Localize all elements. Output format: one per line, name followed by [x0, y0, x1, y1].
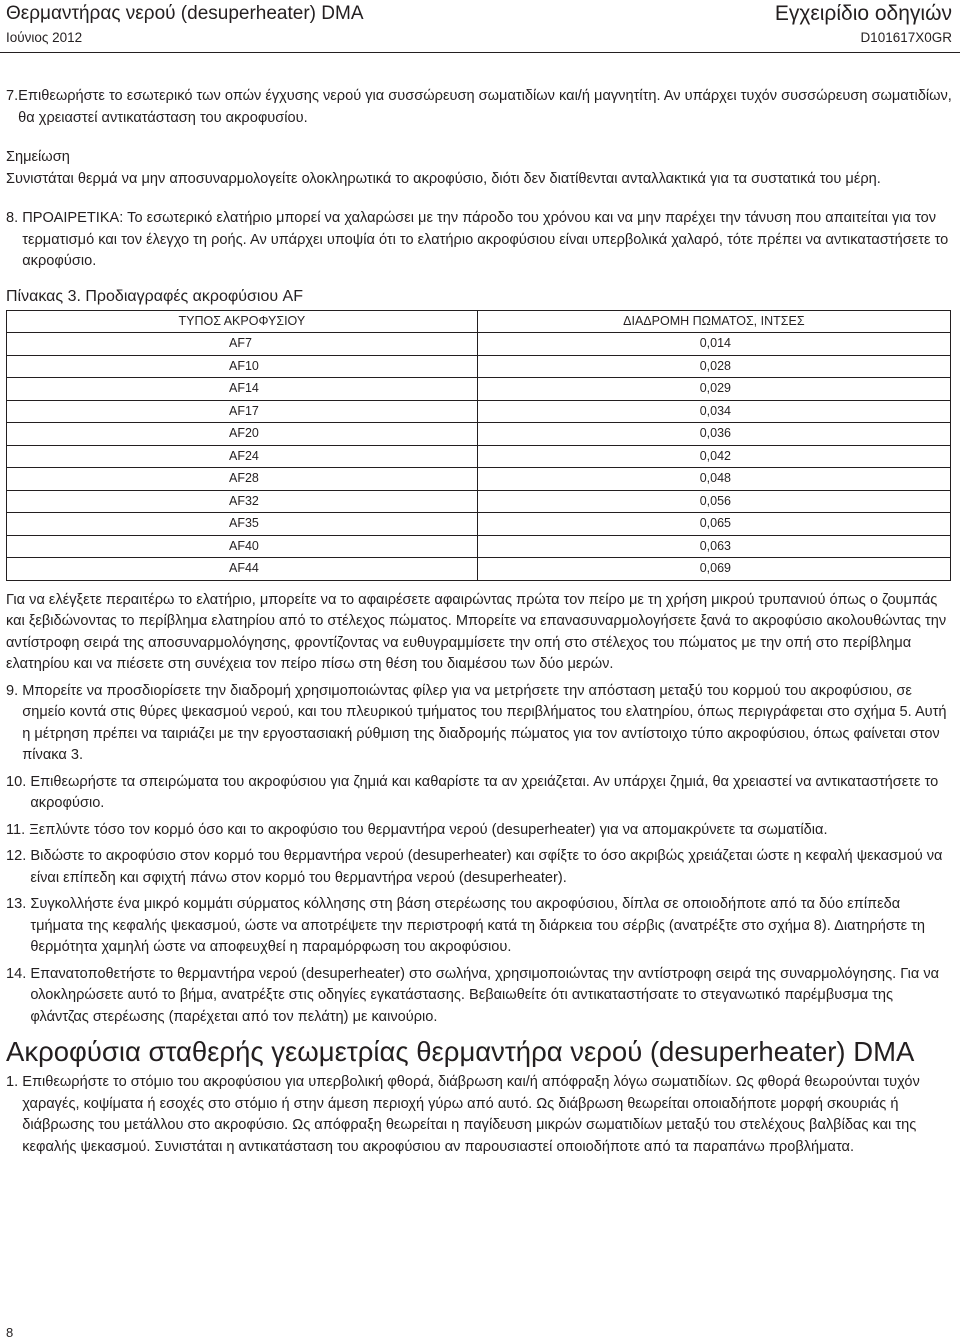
table-title: Πίνακας 3. Προδιαγραφές ακροφύσιου AF — [6, 287, 303, 305]
step-text: Μπορείτε να προσδιορίσετε την διαδρομή χρησιμοποιώντας φίλερ για να μετρήσετε την απόσταση μεταξύ του κορμού του ακροφύσιου, σε σημείο κοντά στις θύρες ψεκασμού νερού, και του πλευρικού τμήματος του περιβλήματος του ελατηρίου, όπως περιγράφεται στο σχήμα 5. Αυτή η μέτρηση πρέπει να ταιριάζει με την εργοστασιακή ρύθμιση της διαδρομής πώματος για τον αντίστοιχο τύπο ακροφύσιου, όπως φαίνεται στον πίνακα 3. — [22, 682, 947, 763]
step-14 — [6, 964, 954, 1029]
nozzle-type-cell: AF35 — [7, 513, 478, 536]
step-number: 10. — [6, 773, 31, 790]
step-12 — [6, 846, 954, 889]
nozzle-type-cell: AF24 — [7, 445, 478, 468]
table-row — [7, 445, 951, 468]
step-11 — [6, 820, 954, 842]
step-10 — [6, 772, 954, 815]
step-number: 12. — [6, 848, 31, 864]
table-row — [7, 513, 951, 536]
plug-travel-cell: 0,069 — [477, 558, 950, 581]
table-row — [7, 558, 951, 581]
header-divider — [0, 52, 960, 53]
column-header-travel: ΔΙΑΔΡΟΜΗ ΠΩΜΑΤΟΣ, ΙΝΤΣΕΣ — [477, 310, 950, 333]
step-text: ΠΡΟΑΙΡΕΤΙΚΑ: Το εσωτερικό ελατήριο μπορεί να χαλαρώσει με την πάροδο του χρόνου και να μην παρέχει την τάνυση που απαιτείται για τον τερματισμό και τον έλεγχο τη ροής. Αν υπάρχει υποψία ότι το ελατήριο ακροφύσιου είναι υπερβολικά χαλαρό, τότε πρέπει να αντικαταστήσετε το ακροφύσιο. — [22, 210, 949, 269]
header-date: Ιούνιος 2012 — [6, 30, 83, 45]
nozzle-type-cell: AF17 — [7, 400, 478, 423]
nozzle-type-cell: AF40 — [7, 535, 478, 558]
table-row — [7, 423, 951, 446]
note-text: Συνιστάται θερμά να μην αποσυναρμολογείτε ολοκληρωτικά το ακροφύσιο, διότι δεν διατίθενται ανταλλακτικά για τα συστατικά του μέρη. — [6, 170, 881, 187]
table-row — [7, 333, 951, 356]
step-number: 1. — [6, 1074, 23, 1090]
table-row — [7, 490, 951, 513]
nozzle-type-cell: AF28 — [7, 468, 478, 491]
page-header — [0, 0, 960, 56]
step-text: Επιθεωρήστε τα σπειρώματα του ακροφύσιου για ζημιά και καθαρίστε τα αν χρειάζεται. Αν υπάρχει ζημιά, θα χρειαστεί να αντικαταστήσετε το ακροφύσιο. — [30, 773, 939, 811]
plug-travel-cell: 0,042 — [477, 445, 950, 468]
spring-check-paragraph: Για να ελέγξετε περαιτέρω το ελατήριο, μπορείτε να το αφαιρέσετε αφαιρώντας πρώτα τον πείρο με τη χρήση μικρού τρυπανιού όπως ο ζουμπάς και ξεβιδώνοντας το περίβλημα ελατηρίου από το στέλεχος πώματος. Μπορείτε να επανασυναρμολογήσετε ξανά το ακροφύσιο ακολουθώντας την αντίστροφη σειρά της αποσυναρμολόγησης, φροντίζοντας να ευθυγραμμίσετε την οπή στο στέλεχος του πώματος με την οπή στο περίβλημα ελατηρίου και να πιέσετε στη συνέχεια τον πείρο πίσω στη θέση του διαμέσου των δύο μερών. — [6, 591, 947, 672]
nozzle-type-cell: AF32 — [7, 490, 478, 513]
table-row — [7, 355, 951, 378]
step-number: 9. — [6, 682, 23, 699]
nozzle-type-cell: AF20 — [7, 423, 478, 446]
step-number: 13. — [6, 896, 31, 912]
nozzle-type-cell: AF7 — [7, 333, 478, 356]
step-13 — [6, 894, 954, 959]
step-number: 8. — [6, 210, 23, 226]
column-header-type: ΤΥΠΟΣ ΑΚΡΟΦΥΣΙΟΥ — [7, 310, 478, 333]
table-row — [7, 468, 951, 491]
plug-travel-cell: 0,029 — [477, 378, 950, 401]
step-8 — [6, 208, 954, 273]
nozzle-type-cell: AF44 — [7, 558, 478, 581]
step-text: Συγκολλήστε ένα μικρό κομμάτι σύρματος κόλλησης στη βάση στερέωσης του ακροφύσιου, δίπλα σε οποιοδήποτε από τα δύο επίπεδα τμήματα της κεφαλής ψεκασμού, ώστε να αποτρέψετε την περιστροφή κατά τη διάρκεια του σέρβις (ανατρέξτε στο σχήμα 8). Διατηρήστε τη θερμότητα χαμηλή ώστε να αποφευχθεί η παραμόρφωση του ακροφύσιου. — [30, 896, 926, 955]
step-text: Επανατοποθετήστε το θερμαντήρα νερού (desuperheater) στο σωλήνα, χρησιμοποιώντας την αντίστροφη σειρά της συναρμολόγησης. Για να ολοκληρώσετε αυτό το βήμα, ανατρέξτε στις οδηγίες εγκατάστασης. Βεβαιωθείτε ότι αντικαταστήσατε το στεγανωτικό παρέμβυσμα της φλάντζας στερέωσης (παρέχεται από τον πελάτη) με καινούριο. — [30, 965, 940, 1025]
plug-travel-cell: 0,048 — [477, 468, 950, 491]
step-text: Βιδώστε το ακροφύσιο στον κορμό του θερμαντήρα νερού (desuperheater) και σφίξτε το όσο ακριβώς χρειάζεται ώστε η κεφαλή ψεκασμού να είναι επίπεδη και σφιχτή πάνω στον κορμό του θερμαντήρα νερού (desuperheater). — [30, 848, 943, 886]
plug-travel-cell: 0,056 — [477, 490, 950, 513]
table-row — [7, 535, 951, 558]
plug-travel-cell: 0,028 — [477, 355, 950, 378]
header-doc-number: D101617X0GR — [860, 30, 952, 45]
page-content — [6, 86, 954, 1158]
table-row — [7, 378, 951, 401]
nozzle-spec-table — [6, 310, 951, 581]
table-row — [7, 400, 951, 423]
page-number: 8 — [6, 1325, 14, 1340]
nozzle-type-cell: AF10 — [7, 355, 478, 378]
header-left — [6, 2, 364, 47]
section-heading: Ακροφύσια σταθερής γεωμετρίας θερμαντήρα νερού (desuperheater) DMA — [6, 1036, 915, 1067]
step-text: Επιθεωρήστε το εσωτερικό των οπών έγχυσης νερού για συσσώρευση σωματιδίων και/ή μαγνητίτη. Αν υπάρχει τυχόν συσσώρευση σωματιδίων, θα χρειαστεί αντικατάσταση του ακροφυσίου. — [18, 88, 952, 126]
note-title: Σημείωση — [6, 149, 70, 165]
table-header-row — [7, 310, 951, 333]
section-step-1 — [6, 1072, 954, 1158]
plug-travel-cell: 0,036 — [477, 423, 950, 446]
plug-travel-cell: 0,065 — [477, 513, 950, 536]
header-manual-title: Εγχειρίδιο οδηγιών — [774, 2, 952, 25]
step-text: Ξεπλύντε τόσο τον κορμό όσο και το ακροφύσιο του θερμαντήρα νερού (desuperheater) για να απομακρύνετε τα σωματίδια. — [29, 821, 828, 838]
plug-travel-cell: 0,063 — [477, 535, 950, 558]
step-text: Επιθεωρήστε το στόμιο του ακροφύσιου για υπερβολική φθορά, διάβρωση και/ή απόφραξη λόγω σωματιδίων. Ως φθορά θεωρούνται τυχόν χαραγές, κοψίματα ή εσοχές στο στόμιο ή στην άμεση περιοχή γύρω από αυτό. Ως διάβρωση θεωρείται οποιαδήποτε μορφή σκουριάς ή διάβρωσης του μετάλλου στο ακροφύσιο. Ως απόφραξη θεωρείται η παγίδευση μικρών σωματιδίων μεταξύ του στελέχους βαλβίδας και της κεφαλής ψεκασμού. Συνιστάται η αντικατάσταση του ακροφύσιου αν παρουσιαστεί οποιοδήποτε από τα παραπάνω προβλήματα. — [22, 1074, 920, 1155]
step-number: 7. — [6, 88, 19, 104]
step-7 — [6, 86, 954, 129]
plug-travel-cell: 0,034 — [477, 400, 950, 423]
header-product-title: Θερμαντήρας νερού (desuperheater) DMA — [6, 3, 364, 24]
step-9 — [6, 681, 954, 767]
step-number: 11. — [6, 821, 30, 838]
plug-travel-cell: 0,014 — [477, 333, 950, 356]
header-right — [775, 2, 952, 47]
step-number: 14. — [6, 965, 31, 982]
nozzle-type-cell: AF14 — [7, 378, 478, 401]
